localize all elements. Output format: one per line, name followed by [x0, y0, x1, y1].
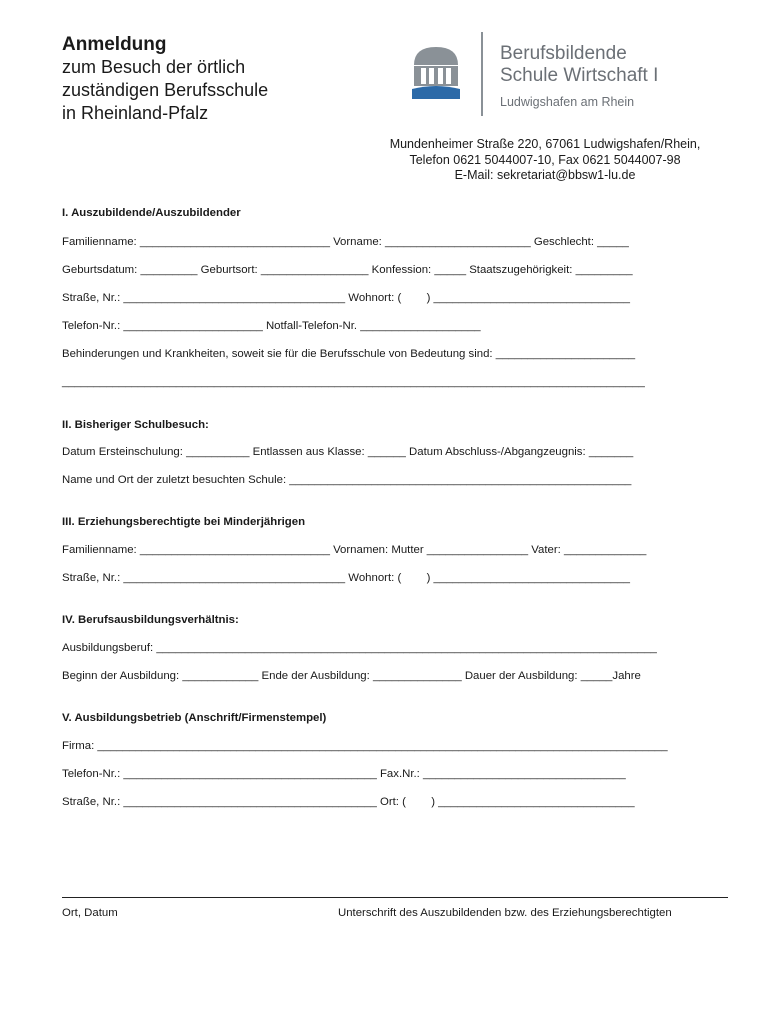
field-phone-emergency[interactable]: Telefon-Nr.: ______________________ Notfall-Telefon-Nr. ___________________ [62, 320, 481, 332]
address-line-3: E-Mail: sekretariat@bbsw1-lu.de [454, 168, 636, 182]
section-5-heading: V. Ausbildungsbetrieb (Anschrift/Firmenstempel) [62, 712, 327, 724]
address-line-1: Mundenheimer Straße 220, 67061 Ludwigshafen/Rhein, [389, 137, 701, 151]
field-school-dates[interactable]: Datum Ersteinschulung: __________ Entlassen aus Klasse: ______ Datum Abschluss-/Abgangzeugnis: _______ [62, 446, 634, 458]
school-building-icon [412, 45, 460, 99]
form-subtitle-line-2: zuständigen Berufsschule [62, 80, 269, 100]
school-address [350, 137, 740, 184]
field-guardian-names[interactable]: Familienname: ______________________________ Vornamen: Mutter ________________ Vater: _____________ [62, 544, 647, 556]
field-training-dates[interactable]: Beginn der Ausbildung: ____________ Ende der Ausbildung: ______________ Dauer der Ausbildung: _____Jahre [62, 670, 641, 682]
field-guardian-address[interactable]: Straße, Nr.: ___________________________________ Wohnort: ( ) _______________________________ [62, 572, 630, 584]
field-disabilities-continued[interactable]: ____________________________________________________________________________________________ [62, 376, 645, 388]
field-disabilities[interactable]: Behinderungen und Krankheiten, soweit sie für die Berufsschule von Bedeutung sind: ______________________ [62, 348, 636, 360]
place-date-label: Ort, Datum [62, 907, 118, 919]
logo-divider [481, 32, 483, 116]
section-4-heading: IV. Berufsausbildungsverhältnis: [62, 614, 239, 626]
signature-label: Unterschrift des Auszubildenden bzw. des Erziehungsberechtigten [338, 907, 672, 919]
field-company-address[interactable]: Straße, Nr.: ________________________________________ Ort: ( ) _______________________________ [62, 796, 635, 808]
school-logo-text [500, 43, 658, 109]
form-title-block [62, 33, 362, 125]
field-company[interactable]: Firma: __________________________________________________________________________________________ [62, 740, 668, 752]
logo-line-2: Schule Wirtschaft I [500, 65, 659, 86]
field-training-occupation[interactable]: Ausbildungsberuf: _______________________________________________________________________________ [62, 642, 657, 654]
form-title: Anmeldung [62, 34, 167, 55]
logo-line-3: Ludwigshafen am Rhein [500, 95, 635, 109]
field-company-phone-fax[interactable]: Telefon-Nr.: ________________________________________ Fax.Nr.: ________________________________ [62, 768, 626, 780]
field-name-firstname-gender[interactable]: Familienname: ______________________________ Vorname: _______________________ Geschlecht: _____ [62, 236, 629, 248]
field-street-residence[interactable]: Straße, Nr.: ___________________________________ Wohnort: ( ) _______________________________ [62, 292, 630, 304]
form-subtitle-line-3: in Rheinland-Pfalz [62, 103, 209, 123]
address-line-2: Telefon 0621 5044007-10, Fax 0621 5044007-98 [409, 152, 681, 167]
section-3-heading: III. Erziehungsberechtigte bei Minderjährigen [62, 516, 306, 528]
section-1-heading: I. Auszubildende/Auszubildender [62, 207, 241, 219]
section-2-heading: II. Bisheriger Schulbesuch: [62, 419, 209, 431]
form-subtitle-line-1: zum Besuch der örtlich [62, 57, 246, 77]
field-last-school[interactable]: Name und Ort der zuletzt besuchten Schule: ______________________________________________________ [62, 474, 632, 486]
field-birth-data[interactable]: Geburtsdatum: _________ Geburtsort: _________________ Konfession: _____ Staatszugehörigkeit: _________ [62, 264, 633, 276]
signature-line[interactable] [62, 897, 728, 898]
logo-line-1: Berufsbildende [500, 43, 627, 64]
